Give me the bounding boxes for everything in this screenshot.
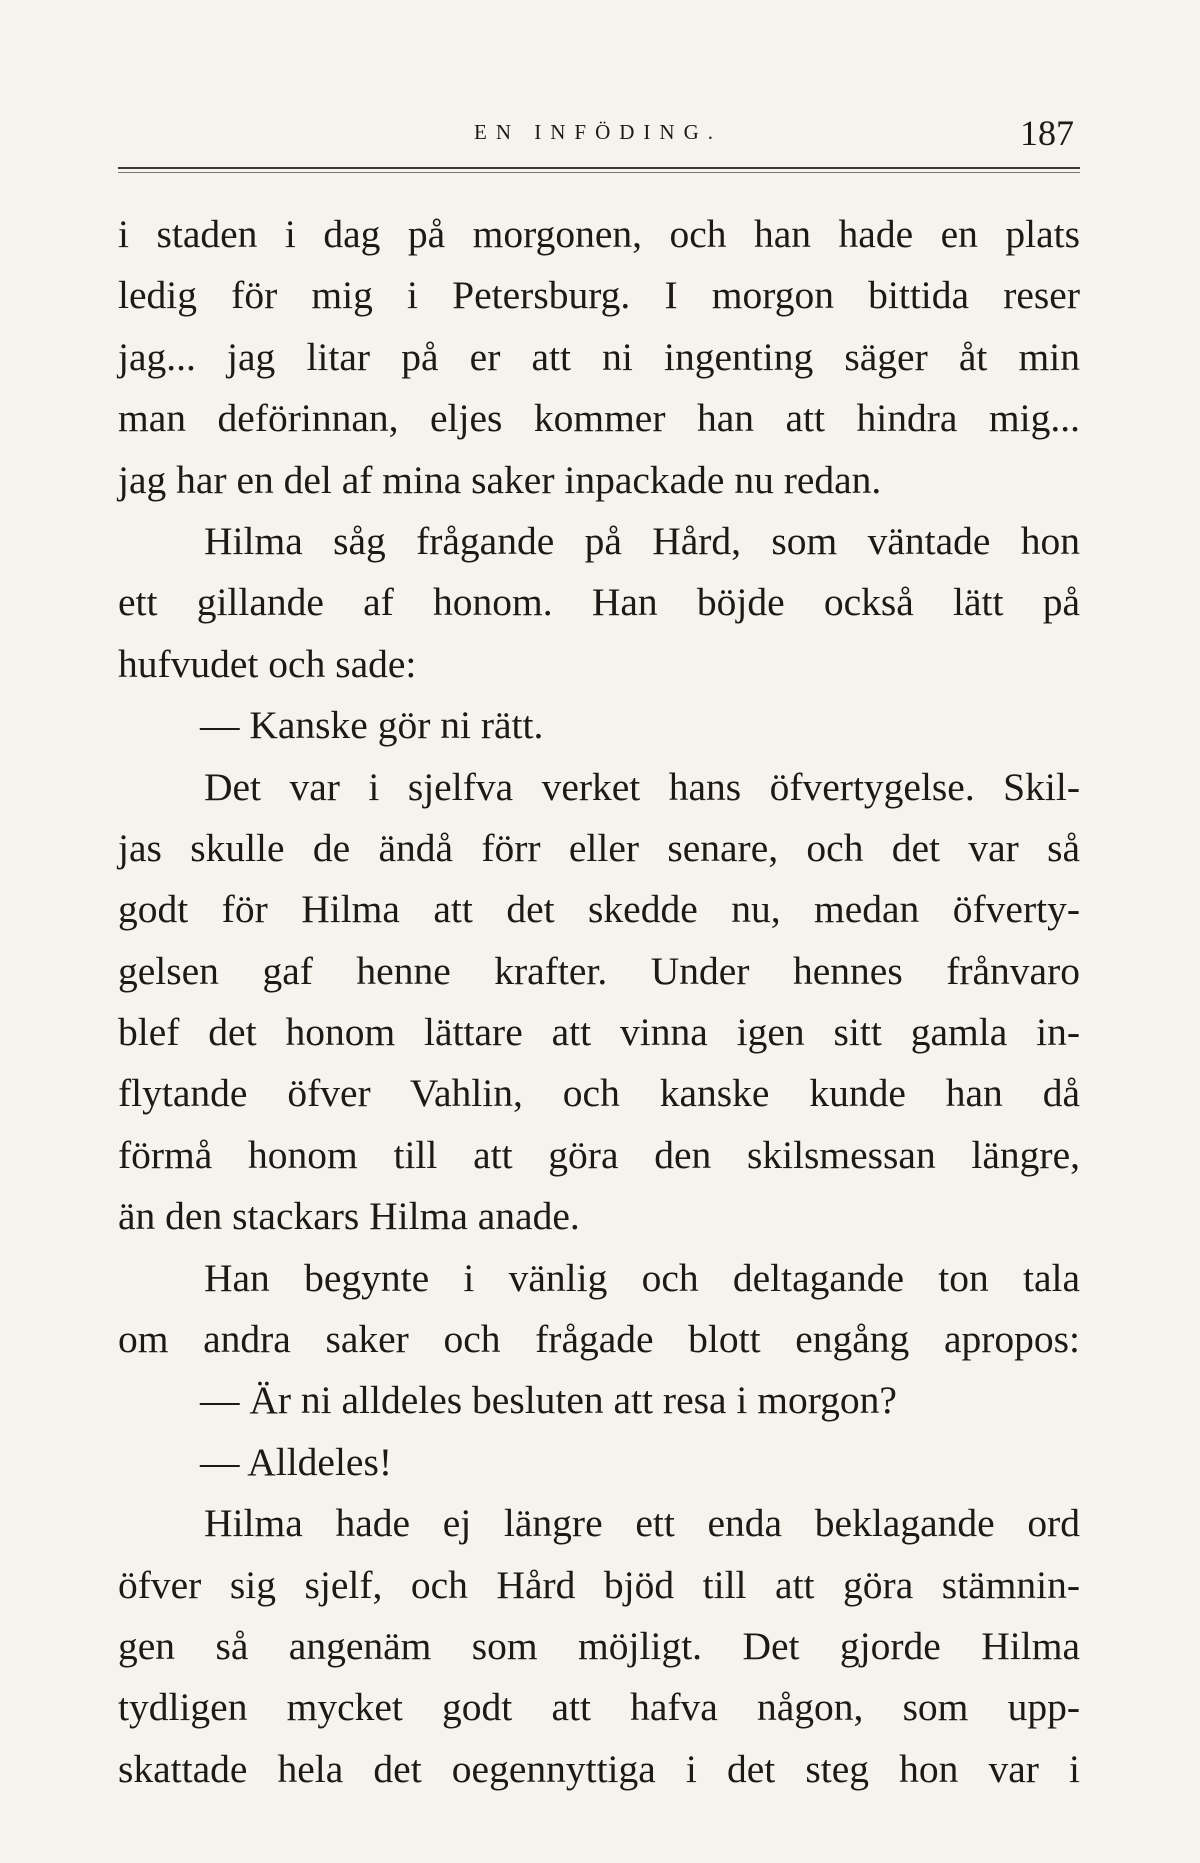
dialogue-line: — Kanske gör ni rätt. bbox=[200, 703, 544, 748]
running-title: EN INFÖDING. bbox=[474, 120, 722, 144]
text-line: förmå honom till att göra den skilsmessan längre, bbox=[118, 1132, 1080, 1177]
page-header bbox=[118, 112, 1078, 160]
text-line: om andra saker och frågade blott engång apropos: bbox=[118, 1317, 1080, 1362]
text-line: godt för Hilma att det skedde nu, medan öfverty- bbox=[118, 887, 1080, 932]
text-line: man deförinnan, eljes kommer han att hindra mig... bbox=[118, 396, 1080, 441]
text-line: Hilma hade ej längre ett enda beklagande ord bbox=[204, 1501, 1080, 1546]
header-rule bbox=[118, 167, 1080, 169]
text-line: hufvudet och sade: bbox=[118, 641, 417, 686]
text-line: flytande öfver Vahlin, och kanske kunde han då bbox=[118, 1071, 1080, 1116]
text-line: Det var i sjelfva verket hans öfvertygelse. Skil- bbox=[204, 764, 1080, 809]
body-text bbox=[118, 204, 1080, 1800]
dialogue-line: — Alldeles! bbox=[200, 1439, 392, 1484]
page-number: 187 bbox=[1020, 113, 1074, 153]
text-line: Han begynte i vänlig och deltagande ton tala bbox=[204, 1255, 1080, 1300]
text-line: skattade hela det oegennyttiga i det steg hon var i bbox=[118, 1746, 1080, 1791]
text-line: gelsen gaf henne krafter. Under hennes frånvaro bbox=[118, 948, 1080, 993]
text-line: tydligen mycket godt att hafva någon, som upp- bbox=[118, 1685, 1080, 1730]
text-line: jag... jag litar på er att ni ingenting säger åt min bbox=[118, 334, 1080, 379]
text-line: än den stackars Hilma anade. bbox=[118, 1194, 580, 1239]
text-line: i staden i dag på morgonen, och han hade en plats bbox=[118, 212, 1080, 256]
text-line: jag har en del af mina saker inpackade nu redan. bbox=[118, 457, 882, 502]
text-line: gen så angenäm som möjligt. Det gjorde Hilma bbox=[118, 1623, 1080, 1668]
text-line: blef det honom lättare att vinna igen sitt gamla in- bbox=[118, 1010, 1080, 1055]
text-line: ledig för mig i Petersburg. I morgon bittida reser bbox=[118, 273, 1080, 318]
dialogue-line: — Är ni alldeles besluten att resa i morgon? bbox=[200, 1378, 897, 1423]
text-line: öfver sig sjelf, och Hård bjöd till att göra stämnin- bbox=[118, 1562, 1080, 1607]
text-line: jas skulle de ändå förr eller senare, och det var så bbox=[118, 825, 1080, 870]
text-line: Hilma såg frågande på Hård, som väntade hon bbox=[204, 518, 1080, 563]
text-line: ett gillande af honom. Han böjde också lätt på bbox=[118, 580, 1080, 625]
